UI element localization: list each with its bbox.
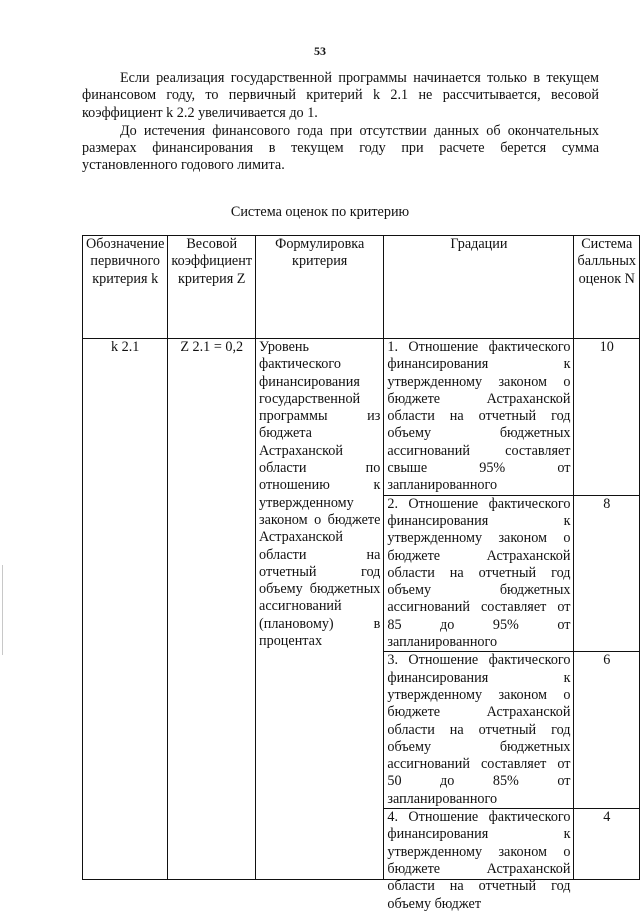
paragraph-1: Если реализация государственной программы начинается только в текущем финансовом году, то первичный критерий k 2.1 не рассчитывается, весовой коэффициент k 2.2 увеличивается до 1.: [82, 70, 599, 121]
gradation-cell: [384, 809, 574, 912]
margin-mark: [2, 565, 3, 655]
table-row: [83, 339, 640, 496]
header-score-system: Система балльных оценок N: [574, 236, 640, 339]
gradation-cell: 2. Отношение фактического финансирования к утвержденному законом о бюджете Астраханской области на отчетный год объему бюджетных ассигнований составляет от 85 до 95% от запланированного: [384, 495, 574, 652]
score-cell: 8: [574, 495, 640, 652]
weight-cell: Z 2.1 = 0,2: [168, 339, 256, 880]
table-caption: Система оценок по критерию: [230, 204, 410, 220]
header-wording: Формулировка критерия: [256, 236, 384, 339]
score-cell: 10: [574, 339, 640, 496]
criteria-table: [82, 235, 640, 912]
score-cell: 6: [574, 652, 640, 809]
gradation-text: 4. Отношение фактического финансирования к утвержденному законом о бюджете Астраханской области на отчетный год объему бюджет: [387, 809, 571, 912]
page-number: 53: [314, 44, 326, 58]
header-weight: Весовой коэффициент критерия Z: [168, 236, 256, 339]
score-cell: 4: [574, 809, 640, 880]
criterion-cell: k 2.1: [83, 339, 168, 880]
gradation-cell: 1. Отношение фактического финансирования к утвержденному законом о бюджете Астраханской области на отчетный год объему бюджетных ассигнований составляет свыше 95% от запланированного: [384, 339, 574, 496]
body-text: [82, 70, 599, 175]
wording-cell: Уровень фактического финансирования государственной программы из бюджета Астраханской области по отношению к утвержденному законом о бюджете Астраханской области на отчетный год объему бюджетных ассигнований (плановому) в процентах: [256, 339, 384, 880]
gradation-cell: 3. Отношение фактического финансирования к утвержденному законом о бюджете Астраханской области на отчетный год объему бюджетных ассигнований составляет от 50 до 85% от запланированного: [384, 652, 574, 809]
table-header-row: [83, 236, 640, 339]
paragraph-2: До истечения финансового года при отсутствии данных об окончательных размерах финансирования в текущем году при расчете берется сумма установленного годового лимита.: [82, 122, 599, 174]
header-designation: Обозначение первичного критерия k: [83, 236, 168, 339]
header-gradations: Градации: [384, 236, 574, 339]
